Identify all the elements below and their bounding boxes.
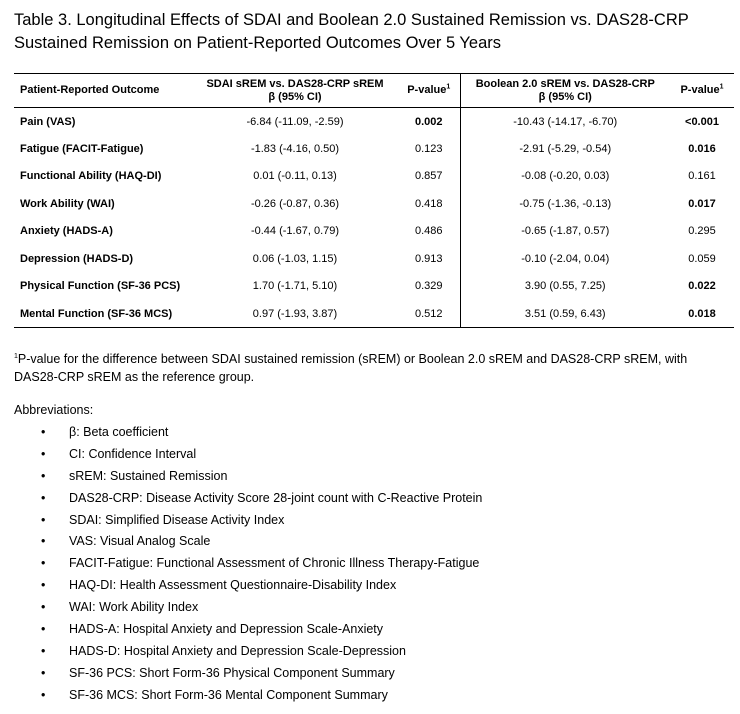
cell-outcome: Work Ability (WAI) xyxy=(20,197,115,210)
cell-bool-beta: -0.10 (-2.04, 0.04) xyxy=(460,245,670,273)
abbreviation-text: SF-36 MCS: Short Form-36 Mental Component Summary xyxy=(69,687,388,702)
table-body xyxy=(14,108,734,328)
table-row xyxy=(14,245,734,273)
cell-outcome: Physical Function (SF-36 PCS) xyxy=(20,280,181,293)
abbreviations-title: Abbreviations: xyxy=(14,403,94,417)
cell-outcome: Pain (VAS) xyxy=(20,115,76,128)
abbreviation-item xyxy=(0,531,482,553)
abbreviation-item xyxy=(0,466,482,488)
table-header-row xyxy=(14,74,734,108)
header-outcome: Patient-Reported Outcome xyxy=(14,74,192,108)
cell-sdai-pvalue: 0.123 xyxy=(414,142,443,155)
abbreviation-text: sREM: Sustained Remission xyxy=(69,468,228,483)
table-title-line-2: Sustained Remission on Patient-Reported Outcomes Over 5 Years xyxy=(14,34,502,52)
bullet-icon: • xyxy=(41,600,46,615)
cell-bool-pvalue: 0.018 xyxy=(670,300,734,328)
header-sdai-pvalue-label: P-value xyxy=(407,84,447,96)
cell-bool-pvalue: 0.016 xyxy=(688,142,716,155)
cell-outcome: Depression (HADS-D) xyxy=(20,252,134,265)
cell-sdai-pvalue: 0.512 xyxy=(398,300,460,328)
table-row xyxy=(14,108,734,136)
cell-bool-pvalue: 0.161 xyxy=(688,170,716,183)
cell-bool-pvalue: <0.001 xyxy=(685,115,719,128)
abbreviation-text: SF-36 PCS: Short Form-36 Physical Component Summary xyxy=(69,665,395,680)
bullet-icon: • xyxy=(41,512,46,527)
abbreviation-item xyxy=(0,663,482,685)
bullet-icon: • xyxy=(41,687,46,702)
abbreviation-text: DAS28-CRP: Disease Activity Score 28-joint count with C-Reactive Protein xyxy=(69,490,483,505)
cell-sdai-beta: -0.26 (-0.87, 0.36) xyxy=(250,197,340,210)
cell-outcome: Fatigue (FACIT-Fatigue) xyxy=(20,142,144,155)
cell-bool-beta: -0.75 (-1.36, -0.13) xyxy=(460,190,670,218)
abbreviation-text: SDAI: Simplified Disease Activity Index xyxy=(69,512,285,527)
bullet-icon: • xyxy=(41,622,46,637)
abbreviation-text: VAS: Visual Analog Scale xyxy=(69,534,211,549)
bullet-icon: • xyxy=(41,578,46,593)
cell-sdai-beta: 0.97 (-1.93, 3.87) xyxy=(192,300,398,328)
cell-sdai-beta: 1.70 (-1.71, 5.10) xyxy=(252,280,338,293)
abbreviation-item xyxy=(0,510,482,532)
abbreviation-text: HAQ-DI: Health Assessment Questionnaire-Disability Index xyxy=(69,578,397,593)
table-title-line-1: Table 3. Longitudinal Effects of SDAI and Boolean 2.0 Sustained Remission vs. DAS28-CRP xyxy=(14,11,689,29)
footnote-marker: 1 xyxy=(14,352,18,360)
bullet-icon: • xyxy=(41,556,46,571)
bullet-icon: • xyxy=(41,446,46,461)
cell-bool-beta: -2.91 (-5.29, -0.54) xyxy=(460,135,670,163)
header-sdai-line-2: β (95% CI) xyxy=(268,90,322,103)
abbreviation-text: FACIT-Fatigue: Functional Assessment of Chronic Illness Therapy-Fatigue xyxy=(69,556,480,571)
table-row xyxy=(14,163,734,191)
abbreviation-text: WAI: Work Ability Index xyxy=(69,600,199,615)
abbreviation-item xyxy=(0,641,482,663)
cell-sdai-pvalue: 0.486 xyxy=(414,225,443,238)
cell-sdai-beta: 0.01 (-0.11, 0.13) xyxy=(253,170,337,183)
header-bool-beta xyxy=(460,74,670,108)
table-row xyxy=(14,135,734,163)
header-bool-pvalue-label: P-value xyxy=(680,84,720,96)
table-row xyxy=(14,300,734,328)
cell-sdai-beta: -6.84 (-11.09, -2.59) xyxy=(246,115,344,128)
abbreviation-item xyxy=(0,619,482,641)
cell-outcome: Anxiety (HADS-A) xyxy=(20,225,113,238)
cell-sdai-pvalue: 0.329 xyxy=(414,280,443,293)
footnote xyxy=(14,350,730,386)
header-sdai-line-1: SDAI sREM vs. DAS28-CRP sREM xyxy=(206,77,384,90)
cell-bool-pvalue: 0.017 xyxy=(688,197,716,210)
cell-sdai-beta: -0.44 (-1.67, 0.79) xyxy=(250,225,340,238)
cell-bool-beta: 3.90 (0.55, 7.25) xyxy=(460,273,670,301)
cell-sdai-beta: 0.06 (-1.03, 1.15) xyxy=(252,252,338,265)
header-sdai-pvalue xyxy=(398,74,460,108)
abbreviations-list xyxy=(0,422,482,707)
abbreviation-item xyxy=(0,597,482,619)
cell-outcome: Functional Ability (HAQ-DI) xyxy=(20,170,162,183)
bullet-icon: • xyxy=(41,490,46,505)
cell-bool-beta: 3.51 (0.59, 6.43) xyxy=(460,300,670,328)
footnote-text: P-value for the difference between SDAI sustained remission (sREM) or Boolean 2.0 sREM and DAS28-CRP sREM, with DAS28-CRP sREM as the reference group. xyxy=(14,352,688,384)
bullet-icon: • xyxy=(41,534,46,549)
abbreviation-item xyxy=(0,575,482,597)
abbreviation-text: HADS-D: Hospital Anxiety and Depression Scale-Depression xyxy=(69,643,406,658)
cell-outcome: Mental Function (SF-36 MCS) xyxy=(14,300,192,328)
cell-sdai-beta: -1.83 (-4.16, 0.50) xyxy=(250,142,340,155)
table-row xyxy=(14,273,734,301)
results-table xyxy=(14,73,734,328)
cell-bool-beta: -10.43 (-14.17, -6.70) xyxy=(460,108,670,136)
header-sdai-beta xyxy=(192,74,398,108)
abbreviation-item xyxy=(0,488,482,510)
abbreviation-item xyxy=(0,685,482,707)
abbreviation-text: CI: Confidence Interval xyxy=(69,446,197,461)
header-bool-pvalue-sup: 1 xyxy=(719,83,724,91)
cell-sdai-pvalue: 0.418 xyxy=(414,197,443,210)
header-sdai-pvalue-sup: 1 xyxy=(446,83,451,91)
table-title xyxy=(14,9,730,55)
abbreviation-item xyxy=(0,444,482,466)
table-row xyxy=(14,190,734,218)
cell-bool-beta: -0.65 (-1.87, 0.57) xyxy=(460,218,670,246)
header-bool-pvalue xyxy=(670,74,734,108)
abbreviation-item xyxy=(0,422,482,444)
table-row xyxy=(14,218,734,246)
header-bool-line-1: Boolean 2.0 sREM vs. DAS28-CRP xyxy=(475,77,655,90)
bullet-icon: • xyxy=(41,643,46,658)
abbreviation-item xyxy=(0,553,482,575)
cell-bool-pvalue: 0.295 xyxy=(688,225,716,238)
bullet-icon: • xyxy=(41,468,46,483)
abbreviation-text: HADS-A: Hospital Anxiety and Depression Scale-Anxiety xyxy=(69,622,384,637)
cell-bool-beta: -0.08 (-0.20, 0.03) xyxy=(460,163,670,191)
abbreviation-text: β: Beta coefficient xyxy=(69,425,169,439)
cell-sdai-pvalue: 0.857 xyxy=(414,170,443,183)
cell-bool-pvalue: 0.022 xyxy=(688,280,716,293)
cell-sdai-pvalue: 0.002 xyxy=(414,115,443,128)
cell-sdai-pvalue: 0.913 xyxy=(414,252,443,265)
header-bool-line-2: β (95% CI) xyxy=(538,90,592,103)
bullet-icon: • xyxy=(41,665,46,680)
cell-bool-pvalue: 0.059 xyxy=(688,252,716,265)
bullet-icon: • xyxy=(41,425,46,439)
